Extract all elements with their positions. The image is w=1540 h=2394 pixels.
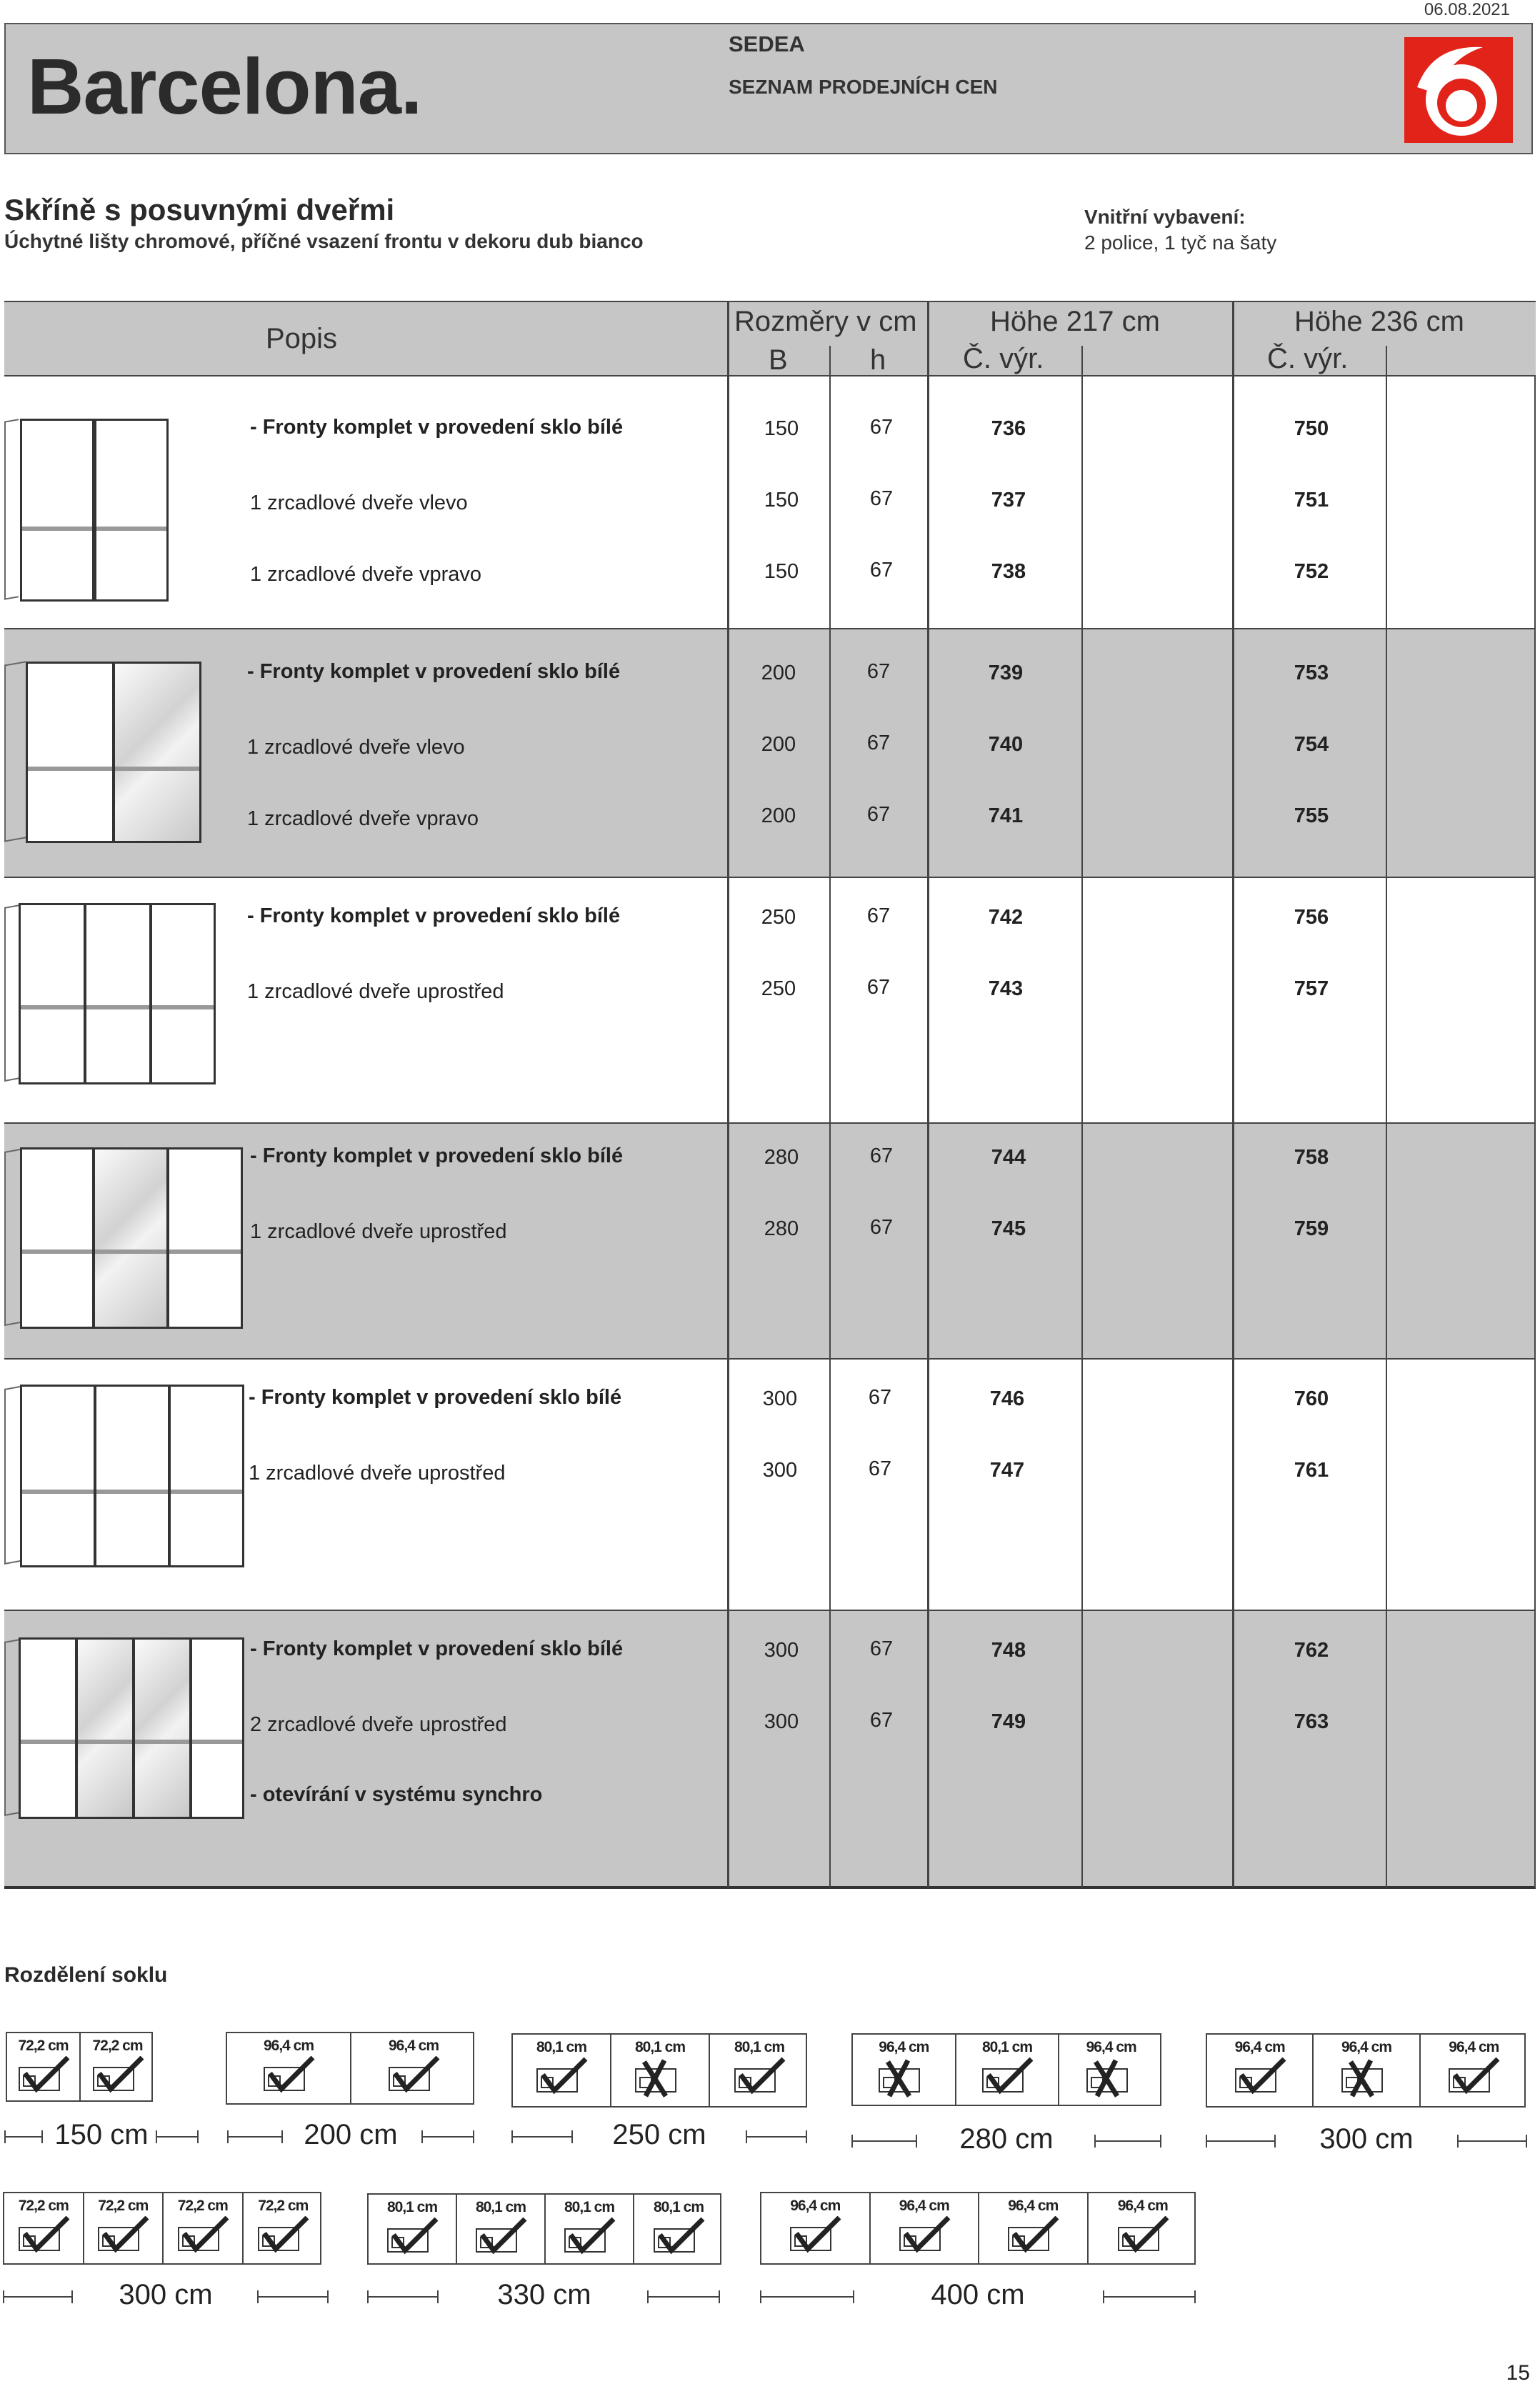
group-separator xyxy=(4,628,1536,629)
check-icon xyxy=(15,2056,72,2096)
plinth-segment-label: 80,1 cm xyxy=(564,2199,615,2215)
plinth-segment-label: 72,2 cm xyxy=(92,2038,143,2054)
plinth-set xyxy=(851,2033,1161,2106)
row-height: 67 xyxy=(866,904,891,927)
plinth-segment-label: 80,1 cm xyxy=(536,2039,587,2055)
interior-equipment-title: Vnitřní vybavení: xyxy=(1084,206,1246,228)
check-icon xyxy=(1445,2058,1502,2098)
plinth-total-width: 400 cm xyxy=(931,2279,1025,2310)
plinth-segment-label: 80,1 cm xyxy=(653,2199,704,2215)
row-article-217: 746 xyxy=(989,1387,1025,1410)
plinth-segment xyxy=(1421,2035,1527,2106)
plinth-segment xyxy=(164,2193,244,2263)
header-pricelist-label: SEZNAM PRODEJNÍCH CEN xyxy=(729,76,998,98)
header-divider xyxy=(1232,301,1234,376)
row-width: 250 xyxy=(761,977,796,1000)
plinth-segment xyxy=(611,2035,710,2106)
column-divider xyxy=(1386,376,1387,1887)
plinth-segment-label: 96,4 cm xyxy=(388,2038,439,2054)
row-width: 150 xyxy=(764,417,799,440)
row-description: 1 zrcadlové dveře vpravo xyxy=(250,563,481,586)
row-article-217: 741 xyxy=(988,804,1024,827)
check-icon xyxy=(533,2058,590,2098)
header-divider xyxy=(727,301,729,376)
group-separator xyxy=(4,1610,1536,1611)
row-height: 67 xyxy=(869,1144,894,1167)
plinth-segment xyxy=(979,2193,1089,2263)
cross-icon xyxy=(1083,2058,1140,2098)
check-icon xyxy=(979,2058,1036,2098)
group-separator xyxy=(4,1358,1536,1360)
wardrobe-illustration-200 xyxy=(4,659,201,844)
row-article-217: 748 xyxy=(991,1639,1026,1662)
plinth-segment-label: 96,4 cm xyxy=(899,2198,949,2214)
plinth-check-mark xyxy=(731,2058,788,2101)
row-description: 2 zrcadlové dveře uprostřed xyxy=(250,1713,507,1736)
row-width: 280 xyxy=(764,1146,799,1169)
header-divider xyxy=(829,346,831,376)
plinth-segment-label: 96,4 cm xyxy=(1008,2198,1059,2214)
table-bottom-border xyxy=(4,1886,1536,1889)
plinth-segment xyxy=(457,2195,546,2263)
header-popis: Popis xyxy=(266,323,338,354)
plinth-total-width: 300 cm xyxy=(1319,2123,1414,2155)
row-article-217: 742 xyxy=(988,906,1024,929)
plinth-set xyxy=(1206,2033,1526,2108)
row-article-236: 751 xyxy=(1294,489,1329,512)
row-article-236: 753 xyxy=(1294,662,1329,684)
check-icon xyxy=(174,2216,231,2256)
plinth-total-width: 280 cm xyxy=(959,2123,1054,2155)
plinth-segment xyxy=(84,2193,164,2263)
plinth-check-mark xyxy=(1004,2216,1061,2260)
row-article-236: 761 xyxy=(1294,1459,1329,1482)
plinth-section-title: Rozdělení soklu xyxy=(4,1963,168,1987)
row-article-236: 760 xyxy=(1294,1387,1329,1410)
header-height: h xyxy=(870,344,886,376)
plinth-check-mark xyxy=(385,2056,442,2100)
check-icon xyxy=(94,2216,151,2256)
plinth-segment-label: 72,2 cm xyxy=(18,2038,69,2054)
document-date: 06.08.2021 xyxy=(1424,0,1510,19)
plinth-segment-label: 80,1 cm xyxy=(981,2039,1033,2055)
column-divider xyxy=(727,376,729,1887)
wardrobe-illustration-280 xyxy=(4,1146,243,1329)
plinth-check-mark xyxy=(174,2216,231,2260)
check-icon xyxy=(384,2218,441,2258)
row-description: 1 zrcadlové dveře uprostřed xyxy=(249,1462,506,1485)
header-article-236: Č. výr. xyxy=(1267,343,1349,374)
plinth-set xyxy=(511,2033,807,2108)
row-height: 67 xyxy=(866,976,891,999)
plinth-segment xyxy=(1314,2035,1420,2106)
header-divider xyxy=(1081,346,1083,376)
plinth-check-mark xyxy=(94,2216,151,2260)
plinth-segment-label: 80,1 cm xyxy=(734,2039,785,2055)
check-icon xyxy=(896,2216,953,2256)
plinth-check-mark xyxy=(650,2218,707,2261)
row-height: 67 xyxy=(869,416,894,439)
brand-title: Barcelona. xyxy=(27,43,422,131)
row-article-236: 763 xyxy=(1294,1710,1329,1733)
row-width: 150 xyxy=(764,489,799,512)
plinth-segment-label: 96,4 cm xyxy=(1449,2039,1499,2055)
row-article-236: 762 xyxy=(1294,1639,1329,1662)
row-article-217: 749 xyxy=(991,1710,1026,1733)
check-icon xyxy=(786,2216,844,2256)
row-height: 67 xyxy=(869,1637,894,1660)
plinth-segment xyxy=(81,2033,154,2100)
plinth-segment-label: 96,4 cm xyxy=(1341,2039,1392,2055)
plinth-check-mark xyxy=(472,2218,529,2261)
interior-equipment-value: 2 police, 1 tyč na šaty xyxy=(1084,231,1277,254)
plinth-check-mark xyxy=(15,2216,72,2260)
header-width: B xyxy=(769,344,788,376)
plinth-check-mark xyxy=(254,2216,311,2260)
check-icon xyxy=(89,2056,146,2096)
row-article-217: 740 xyxy=(988,733,1024,756)
row-article-217: 743 xyxy=(988,977,1024,1000)
plinth-segment xyxy=(634,2195,723,2263)
plinth-check-mark xyxy=(89,2056,146,2100)
plinth-cross-mark xyxy=(631,2058,689,2101)
plinth-check-mark xyxy=(384,2218,441,2261)
row-article-217: 747 xyxy=(989,1459,1025,1482)
plinth-segment xyxy=(761,2193,871,2263)
row-description: - Fronty komplet v provedení sklo bílé xyxy=(249,1386,622,1409)
check-icon xyxy=(1004,2216,1061,2256)
plinth-segment xyxy=(7,2033,81,2100)
check-icon xyxy=(1114,2216,1171,2256)
row-article-217: 737 xyxy=(991,489,1026,512)
sedea-logo-icon xyxy=(1404,37,1513,143)
plinth-segment xyxy=(956,2035,1060,2105)
row-height: 67 xyxy=(869,1709,894,1732)
page-number: 15 xyxy=(1506,2361,1530,2385)
plinth-check-mark xyxy=(1445,2058,1502,2101)
check-icon xyxy=(731,2058,788,2098)
row-width: 200 xyxy=(761,804,796,827)
row-description: - otevírání v systému synchro xyxy=(250,1783,543,1806)
plinth-segment xyxy=(546,2195,634,2263)
plinth-check-mark xyxy=(786,2216,844,2260)
plinth-segment xyxy=(4,2193,84,2263)
plinth-segment-label: 80,1 cm xyxy=(475,2199,526,2215)
plinth-set xyxy=(226,2032,474,2105)
wardrobe-illustration-300 xyxy=(4,1383,244,1567)
plinth-set xyxy=(367,2193,721,2265)
check-icon xyxy=(472,2218,529,2258)
row-description: - Fronty komplet v provedení sklo bílé xyxy=(250,416,624,439)
plinth-segment xyxy=(244,2193,324,2263)
wardrobe-illustration-250 xyxy=(4,902,216,1084)
cross-icon xyxy=(1338,2058,1395,2098)
plinth-segment-label: 72,2 cm xyxy=(18,2198,69,2214)
header-article-217: Č. výr. xyxy=(963,343,1044,374)
row-article-236: 750 xyxy=(1294,417,1329,440)
row-description: - Fronty komplet v provedení sklo bílé xyxy=(247,660,621,683)
check-icon xyxy=(15,2216,72,2256)
plinth-total-width: 150 cm xyxy=(54,2119,149,2150)
row-width: 250 xyxy=(761,906,796,929)
row-article-217: 745 xyxy=(991,1217,1026,1240)
row-description: 1 zrcadlové dveře vpravo xyxy=(247,807,479,830)
wardrobe-illustration-150 xyxy=(4,416,169,603)
plinth-segment xyxy=(1207,2035,1314,2106)
cross-icon xyxy=(631,2058,689,2098)
row-height: 67 xyxy=(869,1216,894,1239)
row-article-217: 738 xyxy=(991,560,1026,583)
column-divider xyxy=(1232,376,1234,1887)
plinth-segment xyxy=(871,2193,980,2263)
plinth-segment-label: 72,2 cm xyxy=(258,2198,309,2214)
plinth-segment xyxy=(1089,2193,1198,2263)
row-description: 1 zrcadlové dveře uprostřed xyxy=(247,980,504,1003)
check-icon xyxy=(650,2218,707,2258)
row-article-236: 754 xyxy=(1294,733,1329,756)
header-divider xyxy=(1386,346,1387,376)
plinth-set xyxy=(3,2192,321,2265)
column-divider xyxy=(927,376,929,1887)
row-description: - Fronty komplet v provedení sklo bílé xyxy=(250,1637,624,1660)
check-icon xyxy=(561,2218,618,2258)
plinth-cross-mark xyxy=(1338,2058,1395,2101)
row-article-236: 757 xyxy=(1294,977,1329,1000)
row-width: 300 xyxy=(762,1387,798,1410)
header-company: SEDEA xyxy=(729,31,805,56)
column-divider xyxy=(1081,376,1083,1887)
plinth-total-width: 300 cm xyxy=(119,2279,213,2310)
plinth-cross-mark xyxy=(1083,2058,1140,2101)
plinth-segment-label: 80,1 cm xyxy=(386,2199,438,2215)
plinth-segment-label: 96,4 cm xyxy=(879,2039,929,2055)
plinth-set xyxy=(6,2032,153,2102)
row-article-236: 752 xyxy=(1294,560,1329,583)
plinth-segment xyxy=(351,2033,476,2103)
plinth-segment xyxy=(227,2033,351,2103)
section-subtitle: Úchytné lišty chromové, příčné vsazení frontu v dekoru dub bianco xyxy=(4,230,644,252)
header-divider xyxy=(927,301,929,376)
row-height: 67 xyxy=(866,803,891,826)
group-separator xyxy=(4,1122,1536,1124)
plinth-segment-label: 96,4 cm xyxy=(1117,2198,1168,2214)
plinth-segment-label: 96,4 cm xyxy=(1234,2039,1285,2055)
plinth-segment-label: 96,4 cm xyxy=(790,2198,841,2214)
check-icon xyxy=(1231,2058,1289,2098)
plinth-segment-label: 80,1 cm xyxy=(634,2039,686,2055)
check-icon xyxy=(260,2056,317,2096)
header-height-217: Höhe 217 cm xyxy=(990,306,1160,337)
cross-icon xyxy=(875,2058,932,2098)
row-width: 280 xyxy=(764,1217,799,1240)
plinth-check-mark xyxy=(15,2056,72,2100)
row-article-217: 739 xyxy=(988,662,1024,684)
plinth-total-width: 330 cm xyxy=(497,2279,591,2310)
header-height-236: Höhe 236 cm xyxy=(1294,306,1464,337)
row-description: 1 zrcadlové dveře uprostřed xyxy=(250,1220,507,1243)
plinth-check-mark xyxy=(979,2058,1036,2101)
plinth-check-mark xyxy=(896,2216,953,2260)
row-width: 300 xyxy=(764,1639,799,1662)
row-height: 67 xyxy=(869,487,894,510)
row-article-217: 744 xyxy=(991,1146,1026,1169)
row-description: 1 zrcadlové dveře vlevo xyxy=(250,492,468,514)
plinth-check-mark xyxy=(260,2056,317,2100)
row-width: 300 xyxy=(764,1710,799,1733)
plinth-segment xyxy=(710,2035,809,2106)
plinth-set xyxy=(760,2192,1196,2265)
header-dimensions: Rozměry v cm xyxy=(734,306,917,337)
plinth-segment-label: 96,4 cm xyxy=(1086,2039,1136,2055)
wardrobe-illustration-300-synchro xyxy=(4,1636,244,1819)
plinth-total-width: 200 cm xyxy=(304,2119,398,2150)
plinth-check-mark xyxy=(1114,2216,1171,2260)
plinth-segment xyxy=(369,2195,457,2263)
plinth-segment xyxy=(513,2035,611,2106)
row-height: 67 xyxy=(868,1386,892,1409)
plinth-cross-mark xyxy=(875,2058,932,2101)
group-separator xyxy=(4,877,1536,878)
row-article-236: 755 xyxy=(1294,804,1329,827)
column-divider xyxy=(1534,376,1536,1887)
plinth-segment-label: 96,4 cm xyxy=(263,2038,314,2054)
row-description: - Fronty komplet v provedení sklo bílé xyxy=(250,1144,624,1167)
plinth-check-mark xyxy=(561,2218,618,2261)
plinth-segment xyxy=(1059,2035,1163,2105)
plinth-segment xyxy=(853,2035,956,2105)
row-article-236: 756 xyxy=(1294,906,1329,929)
section-title: Skříně s posuvnými dveřmi xyxy=(4,193,395,226)
row-height: 67 xyxy=(866,732,891,754)
row-height: 67 xyxy=(868,1457,892,1480)
plinth-check-mark xyxy=(533,2058,590,2101)
plinth-segment-label: 72,2 cm xyxy=(98,2198,149,2214)
column-divider xyxy=(829,376,831,1887)
row-width: 200 xyxy=(761,662,796,684)
plinth-segment-label: 72,2 cm xyxy=(177,2198,228,2214)
check-icon xyxy=(254,2216,311,2256)
plinth-check-mark xyxy=(1231,2058,1289,2101)
row-article-236: 758 xyxy=(1294,1146,1329,1169)
row-width: 300 xyxy=(762,1459,798,1482)
row-height: 67 xyxy=(866,660,891,683)
row-description: 1 zrcadlové dveře vlevo xyxy=(247,736,465,759)
check-icon xyxy=(385,2056,442,2096)
row-height: 67 xyxy=(869,559,894,582)
row-width: 150 xyxy=(764,560,799,583)
row-description: - Fronty komplet v provedení sklo bílé xyxy=(247,904,621,927)
plinth-total-width: 250 cm xyxy=(612,2119,706,2150)
row-width: 200 xyxy=(761,733,796,756)
row-article-236: 759 xyxy=(1294,1217,1329,1240)
row-article-217: 736 xyxy=(991,417,1026,440)
